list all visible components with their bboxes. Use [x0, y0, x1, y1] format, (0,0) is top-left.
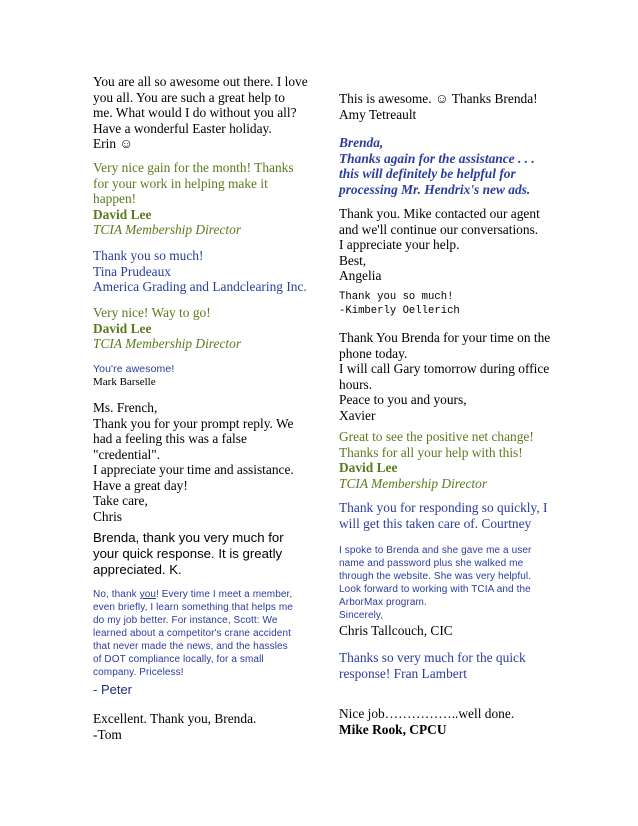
- text-line: Thank you so much!: [339, 291, 454, 303]
- signature-title: TCIA Membership Director: [93, 336, 242, 351]
- text-line: company. Priceless!: [93, 667, 184, 678]
- text-line: me. What would I do without you all?: [93, 105, 297, 120]
- text-line: Thanks for all your help with this!: [339, 444, 523, 460]
- text-line: Great to see the positive net change!: [339, 429, 534, 444]
- text-line: your quick response. It is greatly: [93, 546, 283, 561]
- text-line: Have a wonderful Easter holiday.: [93, 120, 272, 136]
- text-line: response! Fran Lambert: [339, 665, 467, 681]
- text-line: hours.: [339, 376, 373, 392]
- note-mark: [93, 362, 315, 389]
- text-line: You are all so awesome out there. I love: [93, 74, 308, 89]
- text-line: through the website. She was very helpful.: [339, 571, 532, 582]
- note-k: [93, 530, 315, 578]
- signature-name: David Lee: [93, 320, 152, 336]
- note-xavier: [339, 330, 551, 423]
- note-fran: [339, 650, 551, 681]
- text-line: that never made the news, and the hassles: [93, 641, 288, 652]
- signature: Amy Tetreault: [339, 106, 417, 122]
- signature-name: David Lee: [93, 206, 152, 222]
- text-line: Ms. French,: [93, 400, 158, 415]
- text-line: Thank you for your prompt reply. We: [93, 415, 294, 431]
- text-line: and we'll continue our conversations.: [339, 221, 539, 237]
- text-line: Peace to you and yours,: [339, 392, 467, 407]
- text-line: happen!: [93, 191, 137, 206]
- signature: -Tom: [93, 726, 122, 742]
- text-line: Sincerely,: [339, 610, 384, 621]
- text-line: Very nice! Way to go!: [93, 305, 211, 320]
- text-line: ArborMax program.: [339, 597, 427, 608]
- signature-name: Chris Tallcouch, CIC: [339, 623, 453, 638]
- text-line: Nice job……………..well done.: [339, 706, 515, 721]
- text-line: This is awesome. ☺ Thanks Brenda!: [339, 91, 538, 106]
- signature-name: Mike Rook, CPCU: [339, 721, 447, 737]
- text-line: I appreciate your time and assistance.: [93, 462, 294, 477]
- text-line: processing Mr. Hendrix's new ads.: [339, 181, 531, 197]
- text-line: this will definitely be helpful for: [339, 166, 516, 181]
- note-amy: [339, 91, 551, 122]
- text-line: [93, 588, 315, 601]
- text-line: will get this taken care of. Courtney: [339, 515, 532, 531]
- note-hendrix: [339, 135, 551, 197]
- note-chris: [93, 400, 315, 524]
- text-line: I spoke to Brenda and she gave me a user: [339, 545, 532, 556]
- text-line: of DOT compliance locally, for a small: [93, 654, 264, 665]
- signature: -Kimberly Oellerich: [339, 305, 460, 317]
- text-line: Very nice gain for the month! Thanks: [93, 160, 294, 175]
- text-line: appreciated. K.: [93, 562, 182, 577]
- note-kimberly: [339, 290, 551, 318]
- text-line: Brenda, thank you very much for: [93, 530, 284, 545]
- text-line: I will call Gary tomorrow during office: [339, 361, 550, 376]
- text-line: Best,: [339, 252, 367, 268]
- text-line: name and password plus she walked me: [339, 558, 524, 569]
- peter-signature: - Peter: [93, 682, 133, 697]
- text-line: Thank You Brenda for your time on the: [339, 330, 551, 345]
- text-line: Thank you for responding so quickly, I: [339, 500, 548, 515]
- signature: Xavier: [339, 407, 376, 423]
- signature: Chris: [93, 508, 123, 524]
- signature-title: TCIA Membership Director: [339, 475, 488, 491]
- signature: Angelia: [339, 268, 382, 283]
- text-line: America Grading and Landclearing Inc.: [93, 279, 307, 294]
- chris-tallcouch-signature: [339, 623, 551, 639]
- text-line: You're awesome!: [93, 363, 175, 375]
- text-line: learned about a competitor's crane accident: [93, 628, 291, 639]
- text-line: Look forward to working with TCIA and the: [339, 584, 531, 595]
- text-line: Take care,: [93, 493, 148, 508]
- text-line: had a feeling this was a false: [93, 431, 247, 446]
- text-line: I appreciate your help.: [339, 237, 460, 252]
- underlined-word: you: [139, 589, 157, 600]
- text-line: Thanks so very much for the quick: [339, 650, 526, 665]
- note-tom: [93, 711, 315, 742]
- text-line: even briefly, I learn something that helps me: [93, 602, 293, 613]
- text-span: No, thank: [93, 589, 140, 600]
- text-line: Thanks again for the assistance . . .: [339, 150, 535, 166]
- note-erin: [93, 74, 315, 152]
- note-peter: [93, 588, 315, 679]
- signature-name: David Lee: [339, 460, 398, 475]
- note-tina: [93, 248, 315, 295]
- text-line: Tina Prudeaux: [93, 263, 171, 279]
- text-line: Brenda,: [339, 135, 384, 150]
- text-line: "credential".: [93, 446, 161, 462]
- note-mike: [339, 706, 551, 737]
- note-courtney: [339, 500, 551, 531]
- note-chris-tallcouch: [339, 544, 551, 622]
- text-span: ! Every time I meet a member,: [156, 589, 293, 600]
- signature: Erin ☺: [93, 136, 134, 151]
- note-david-lee-3: [339, 429, 551, 491]
- note-david-lee-2: [93, 305, 315, 352]
- text-line: Have a great day!: [93, 477, 188, 493]
- text-line: Thank you so much!: [93, 248, 204, 263]
- note-angelia: [339, 206, 551, 284]
- text-line: phone today.: [339, 345, 408, 361]
- signature-title: TCIA Membership Director: [93, 222, 242, 237]
- signature: Mark Barselle: [93, 376, 156, 388]
- text-line: Excellent. Thank you, Brenda.: [93, 711, 257, 726]
- text-line: for your work in helping make it: [93, 175, 268, 191]
- note-david-lee-1: [93, 160, 315, 238]
- text-line: Thank you. Mike contacted our agent: [339, 206, 540, 221]
- text-line: do my job better. For instance, Scott: We: [93, 615, 278, 626]
- text-line: you all. You are such a great help to: [93, 89, 285, 105]
